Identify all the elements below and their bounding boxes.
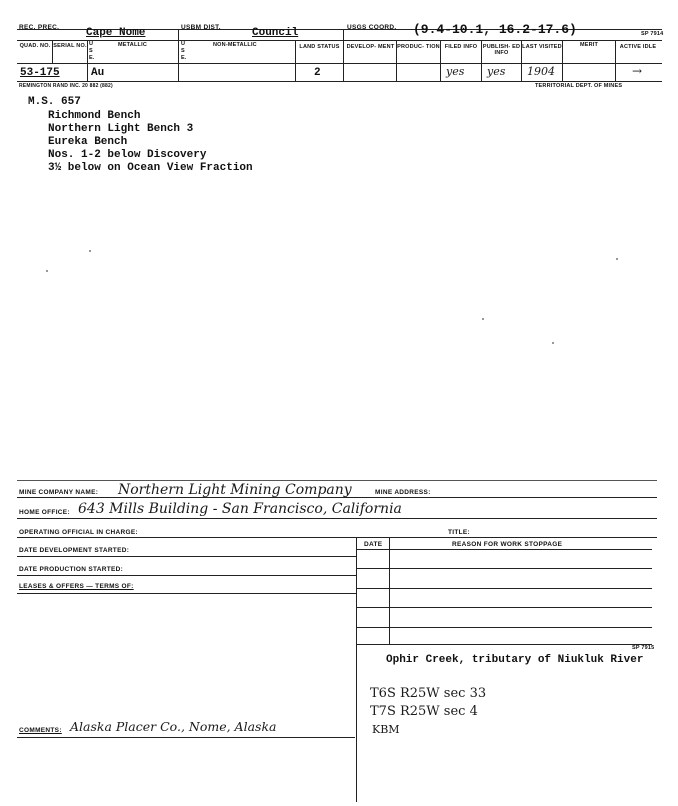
- col-nonmetallic: NON-METALLIC: [213, 42, 257, 48]
- usgs-coord-label: USGS COORD.: [347, 24, 397, 31]
- operating-official-label: OPERATING OFFICIAL IN CHARGE:: [19, 529, 138, 536]
- comments-value: Alaska Placer Co., Nome, Alaska: [70, 719, 277, 734]
- location-line: Ophir Creek, tributary of Niukluk River: [386, 654, 644, 666]
- quad-serial-value: 53-175: [20, 67, 60, 79]
- body-line-discovery: Nos. 1-2 below Discovery: [48, 149, 207, 161]
- col-nonmetallic-s: S: [181, 48, 185, 54]
- mine-company-label: MINE COMPANY NAME:: [19, 489, 99, 496]
- col-merit: MERIT: [579, 42, 599, 48]
- home-office-label: HOME OFFICE:: [19, 509, 70, 516]
- col-metallic-e: E.: [89, 55, 95, 61]
- leases-label: LEASES & OFFERS — TERMS OF:: [19, 583, 134, 590]
- form-number-bottom: SP 7915: [632, 645, 655, 651]
- metallic-value: Au: [91, 67, 105, 79]
- speck: [89, 250, 91, 252]
- speck: [482, 318, 484, 320]
- date-development-label: DATE DEVELOPMENT STARTED:: [19, 547, 130, 554]
- mine-address-label: MINE ADDRESS:: [375, 489, 431, 496]
- date-label: DATE: [364, 541, 383, 548]
- usbm-dist-label: USBM DIST.: [181, 24, 221, 31]
- col-land-status: LAND STATUS: [299, 44, 340, 50]
- speck: [616, 258, 618, 260]
- filed-info-value: yes: [446, 65, 465, 78]
- mine-company-value: Northern Light Mining Company: [118, 482, 352, 498]
- body-line-ms: M.S. 657: [28, 96, 81, 108]
- col-metallic-s: S: [89, 48, 93, 54]
- body-line-northern: Northern Light Bench 3: [48, 123, 194, 135]
- usbm-dist-value: Council: [252, 27, 299, 39]
- land-status-value: 2: [314, 67, 321, 79]
- col-filed-info: FILED INFO: [444, 44, 478, 50]
- col-serial-no: SERIAL NO.: [53, 43, 87, 49]
- speck: [552, 342, 554, 344]
- body-line-eureka: Eureka Bench: [48, 136, 128, 148]
- col-development: DEVELOP- MENT: [346, 44, 395, 50]
- speck: [46, 270, 48, 272]
- comments-label: COMMENTS:: [19, 727, 62, 734]
- date-production-label: DATE PRODUCTION STARTED:: [19, 566, 124, 573]
- body-line-ocean-view: 3½ below on Ocean View Fraction: [48, 162, 253, 174]
- initials: KBM: [372, 723, 400, 736]
- col-nonmetallic-e: E.: [181, 55, 187, 61]
- col-last-visited: LAST VISITED: [522, 44, 562, 50]
- col-nonmetallic-u: U: [181, 41, 186, 47]
- published-info-value: yes: [487, 65, 506, 78]
- col-metallic: METALLIC: [118, 42, 147, 48]
- active-idle-mark: →: [632, 64, 643, 78]
- home-office-value: 643 Mills Building - San Francisco, California: [78, 501, 402, 517]
- rec-prec-label: REC. PREC.: [19, 24, 60, 31]
- last-visited-value: 1904: [527, 65, 555, 78]
- col-production: PRODUC- TION: [397, 44, 440, 50]
- title-label: TITLE:: [448, 529, 471, 536]
- rec-prec-value: Cape Nome: [86, 27, 146, 39]
- col-published-info: PUBLISH- ED INFO: [482, 44, 521, 56]
- usgs-coord-value: (9.4-10.1, 16.2-17.6): [413, 22, 577, 37]
- col-active-idle: ACTIVE IDLE: [619, 44, 657, 50]
- township-line-1: T6S R25W sec 33: [370, 686, 487, 701]
- printer-line: REMINGTON RAND INC. 20 882 (882): [19, 83, 113, 89]
- col-metallic-u: U: [89, 41, 94, 47]
- reason-label: REASON FOR WORK STOPPAGE: [452, 541, 563, 548]
- body-line-richmond: Richmond Bench: [48, 110, 141, 122]
- township-line-2: T7S R25W sec 4: [370, 704, 478, 719]
- territorial-dept: TERRITORIAL DEPT. OF MINES: [535, 83, 623, 89]
- form-number-top: SP 7914: [641, 31, 664, 37]
- col-quad-no: QUAD. NO.: [19, 43, 51, 49]
